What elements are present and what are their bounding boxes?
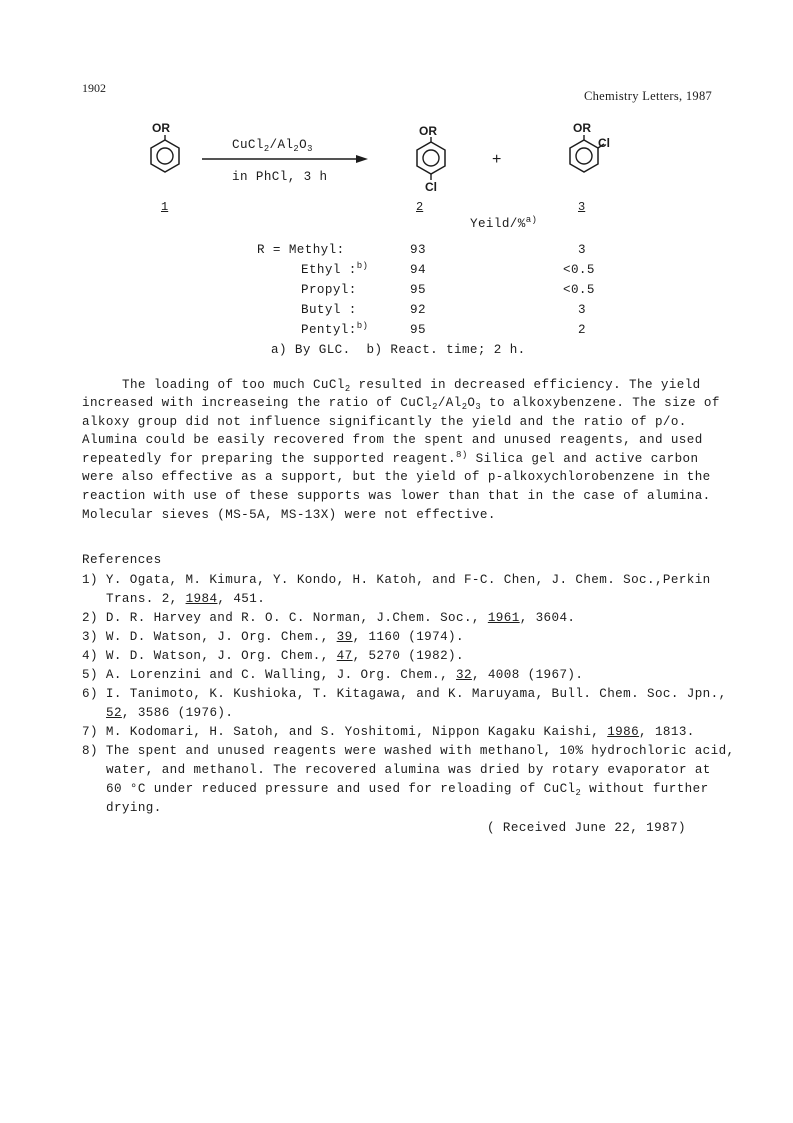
references-heading: References bbox=[82, 553, 162, 567]
reagent-label: $CuCl_2/Al_2O_3$ bbox=[232, 138, 313, 154]
reference-line: drying. bbox=[106, 801, 162, 815]
compound-number-1: 1 bbox=[161, 200, 169, 214]
reference-line: 5) A. Lorenzini and C. Walling, J. Org. Chem., 32, 4008 (1967). bbox=[82, 668, 584, 682]
reference-line: 3) W. D. Watson, J. Org. Chem., 39, 1160 (1974). bbox=[82, 630, 464, 644]
table-row bbox=[301, 320, 369, 337]
row-para-yield: 94 bbox=[410, 263, 426, 277]
plus-sign: + bbox=[492, 151, 502, 168]
table-footnote: a) By GLC. b) React. time; 2 h. bbox=[271, 343, 526, 357]
reference-line: 60 °C under reduced pressure and used for reloading of CuCl$_2$ without further bbox=[106, 782, 709, 798]
product3-substituent: OR bbox=[573, 121, 591, 135]
reference-line: 1) Y. Ogata, M. Kimura, Y. Kondo, H. Katoh, and F-C. Chen, J. Chem. Soc.,Perkin bbox=[82, 573, 711, 587]
body-line: were also effective as a support, but the yield of p-alkoxychlorobenzene in the bbox=[82, 470, 711, 484]
table-row bbox=[257, 243, 345, 257]
reference-line: 2) D. R. Harvey and R. O. C. Norman, J.Chem. Soc., 1961, 3604. bbox=[82, 611, 576, 625]
row-para-yield: 95 bbox=[410, 323, 426, 337]
row-name: Ethyl : bbox=[301, 263, 357, 277]
page-number: 1902 bbox=[82, 81, 106, 95]
row-ortho-yield: <0.5 bbox=[563, 263, 595, 277]
row-name: Pentyl: bbox=[301, 323, 357, 337]
reference-line: 6) I. Tanimoto, K. Kushioka, T. Kitagawa, and K. Maruyama, Bull. Chem. Soc. Jpn., bbox=[82, 687, 727, 701]
row-ortho-yield: 3 bbox=[578, 303, 586, 317]
reference-line: water, and methanol. The recovered alumina was dried by rotary evaporator at bbox=[106, 763, 711, 777]
row-para-yield: 92 bbox=[410, 303, 426, 317]
body-line: alkoxy group did not influence significantly the yield and the ratio of p/o. bbox=[82, 415, 687, 429]
body-line: Molecular sieves (MS-5A, MS-13X) were not effective. bbox=[82, 508, 496, 522]
product2-substituent: OR bbox=[419, 124, 437, 138]
body-line: reaction with use of these supports was lower than that in the case of alumina. bbox=[82, 489, 711, 503]
product2-chloro: Cl bbox=[425, 180, 437, 194]
conditions-label: in PhCl, 3 h bbox=[232, 170, 328, 184]
yield-header bbox=[470, 214, 538, 231]
reference-line: Trans. 2, 1984, 451. bbox=[106, 592, 266, 606]
row-name: Propyl: bbox=[301, 283, 357, 297]
row-name: R = Methyl: bbox=[257, 243, 345, 257]
reference-line: 7) M. Kodomari, H. Satoh, and S. Yoshitomi, Nippon Kagaku Kaishi, 1986, 1813. bbox=[82, 725, 695, 739]
body-line: increased with increaseing the ratio of $CuCl_2/Al_2O_3$ to alkoxybenzene. The size of bbox=[82, 396, 720, 412]
body-line: Alumina could be easily recovered from the spent and unused reagents, and used bbox=[82, 433, 703, 447]
benzene-ring-product2 bbox=[411, 137, 451, 183]
table-row bbox=[301, 303, 357, 317]
yield-header-note: a) bbox=[525, 214, 538, 225]
row-note: b) bbox=[356, 320, 369, 331]
reference-line: 52, 3586 (1976). bbox=[106, 706, 234, 720]
compound-number-3: 3 bbox=[578, 200, 586, 214]
reactant-substituent: OR bbox=[152, 121, 170, 135]
reference-line: 4) W. D. Watson, J. Org. Chem., 47, 5270 (1982). bbox=[82, 649, 464, 663]
body-line: The loading of too much CuCl$_2$ resulted in decreased efficiency. The yield bbox=[122, 378, 701, 394]
reaction-arrow bbox=[202, 153, 368, 165]
yield-header-text: Yeild/% bbox=[470, 217, 526, 231]
row-name: Butyl : bbox=[301, 303, 357, 317]
row-para-yield: 93 bbox=[410, 243, 426, 257]
row-ortho-yield: <0.5 bbox=[563, 283, 595, 297]
reference-line: 8) The spent and unused reagents were washed with methanol, 10% hydrochloric acid, bbox=[82, 744, 735, 758]
table-row bbox=[301, 283, 357, 297]
received-date: ( Received June 22, 1987) bbox=[487, 821, 686, 835]
table-row bbox=[301, 260, 369, 277]
compound-number-2: 2 bbox=[416, 200, 424, 214]
row-ortho-yield: 2 bbox=[578, 323, 586, 337]
benzene-ring-reactant bbox=[145, 135, 185, 175]
product3-chloro: Cl bbox=[598, 136, 610, 150]
body-line: repeatedly for preparing the supported reagent.$^{8)}$ Silica gel and active carbon bbox=[82, 449, 699, 466]
journal-header: Chemistry Letters, 1987 bbox=[584, 89, 713, 103]
row-note: b) bbox=[356, 260, 369, 271]
row-ortho-yield: 3 bbox=[578, 243, 586, 257]
row-para-yield: 95 bbox=[410, 283, 426, 297]
